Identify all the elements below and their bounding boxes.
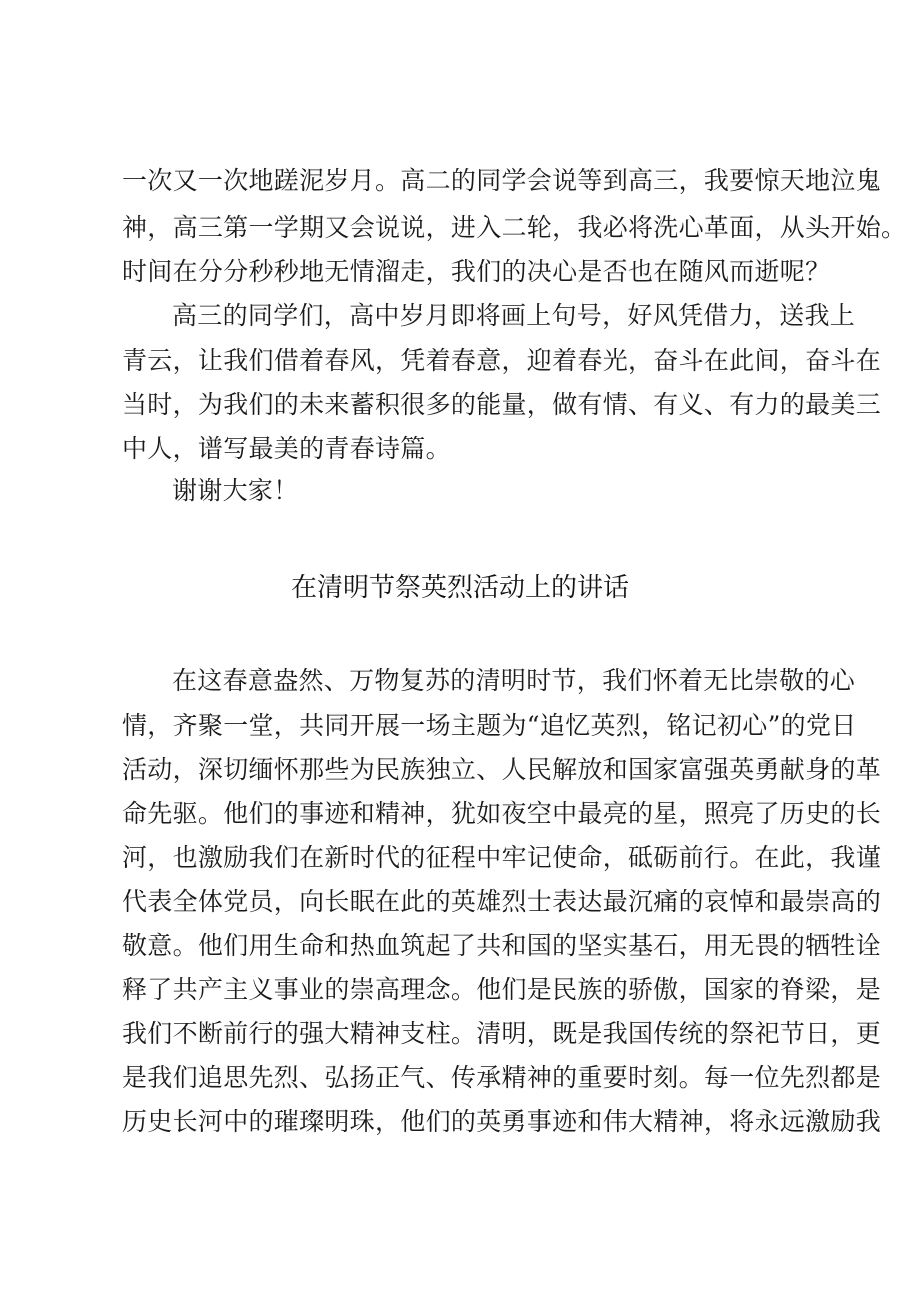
closing-line: 谢谢大家！	[172, 476, 299, 505]
paragraph-line: 是我们追思先烈、弘扬正气、传承精神的重要时刻。每一位先烈都是	[122, 1063, 882, 1092]
paragraph-line: 一次又一次地蹉泥岁月。高二的同学会说等到高三，我要惊天地泣鬼	[122, 166, 882, 195]
paragraph-line: 青云，让我们借着春风，凭着春意，迎着春光，奋斗在此间，奋斗在	[122, 346, 882, 375]
paragraph-line: 释了共产主义事业的崇高理念。他们是民族的骄傲，国家的脊梁，是	[122, 975, 882, 1004]
paragraph-line: 当时，为我们的未来蓄积很多的能量，做有情、有义、有力的最美三	[122, 390, 882, 419]
paragraph-line: 活动，深切缅怀那些为民族独立、人民解放和国家富强英勇献身的革	[122, 755, 882, 784]
paragraph-line: 高三的同学们，高中岁月即将画上句号，好风凭借力，送我上	[172, 301, 856, 330]
paragraph-line: 神，高三第一学期又会说说，进入二轮，我必将洗心革面，从头开始。	[122, 213, 907, 242]
paragraph-line: 河，也激励我们在新时代的征程中牢记使命，砥砺前行。在此，我谨	[122, 843, 882, 872]
paragraph-line: 情，齐聚一堂，共同开展一场主题为“追忆英烈，铭记初心”的党日	[122, 711, 857, 740]
speech-title: 在清明节祭英烈活动上的讲话	[290, 573, 629, 603]
paragraph-line: 在这春意盎然、万物复苏的清明时节，我们怀着无比崇敬的心	[172, 666, 856, 695]
paragraph-line: 时间在分分秒秒地无情溜走，我们的决心是否也在随风而逝呢？	[122, 257, 831, 286]
paragraph-line: 历史长河中的璀璨明珠，他们的英勇事迹和伟大精神，将永远激励我	[122, 1107, 882, 1136]
paragraph-line: 中人，谱写最美的青春诗篇。	[122, 434, 451, 463]
paragraph-line: 代表全体党员，向长眠在此的英雄烈士表达最沉痛的哀悼和最崇高的	[122, 887, 882, 916]
paragraph-line: 命先驱。他们的事迹和精神，犹如夜空中最亮的星，照亮了历史的长	[122, 799, 882, 828]
paragraph-line: 我们不断前行的强大精神支柱。清明，既是我国传统的祭祀节日，更	[122, 1019, 882, 1048]
paragraph-line: 敬意。他们用生命和热血筑起了共和国的坚实基石，用无畏的牺牲诠	[122, 931, 882, 960]
